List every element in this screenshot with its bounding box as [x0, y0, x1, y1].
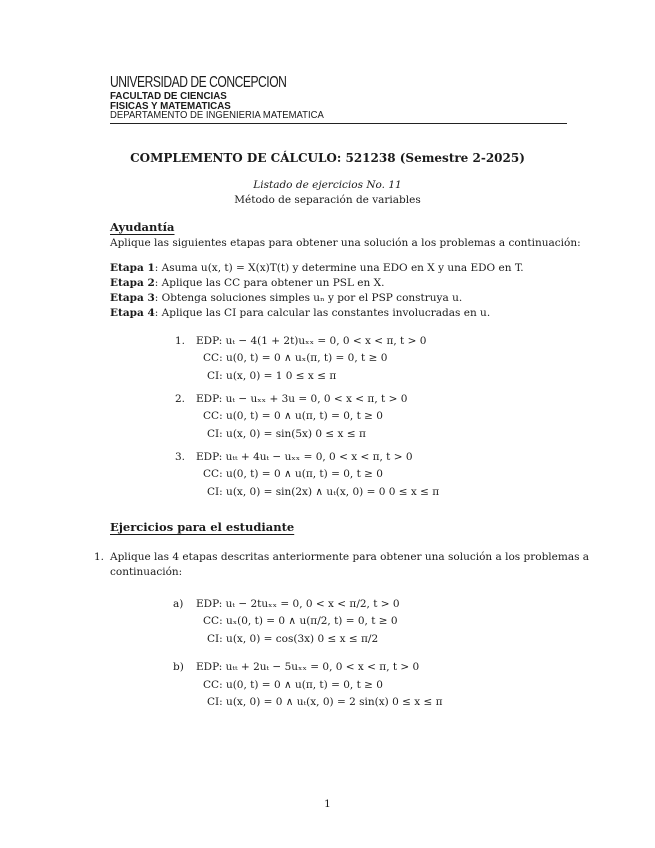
- etapa-4: [110, 307, 490, 319]
- problem-a-ci: CI: u(x, 0) = cos(3x) 0 ≤ x ≤ π/2: [207, 633, 379, 645]
- header-rule: [110, 123, 567, 124]
- department-name: DEPARTAMENTO DE INGENIERIA MATEMATICA: [110, 110, 324, 121]
- problem-b-edp: EDP: uₜₜ + 2uₜ − 5uₓₓ = 0, 0 < x < π, t > 0: [196, 661, 420, 673]
- estudiante-item-text-2: continuación:: [110, 566, 183, 578]
- problem-a-cc: CC: uₓ(0, t) = 0 ∧ u(π/2, t) = 0, t ≥ 0: [203, 615, 398, 627]
- etapa-2-text: : Aplique las CC para obtener un PSL en X.: [154, 277, 385, 289]
- etapa-1-label: Etapa 1: [110, 262, 155, 274]
- problem-1-ci: CI: u(x, 0) = 1 0 ≤ x ≤ π: [207, 370, 337, 382]
- ayudantia-heading: Ayudantía: [110, 220, 175, 234]
- problem-3-edp: EDP: uₜₜ + 4uₜ − uₓₓ = 0, 0 < x < π, t > 0: [196, 451, 413, 463]
- problem-2-number: 2.: [175, 393, 186, 405]
- etapa-1-text: : Asuma u(x, t) = X(x)T(t) y determine una EDO en X y una EDO en T.: [154, 262, 524, 274]
- problem-a-edp: EDP: uₜ − 2tuₓₓ = 0, 0 < x < π/2, t > 0: [196, 598, 400, 610]
- problem-a-label: a): [173, 598, 184, 610]
- etapa-2: [110, 277, 384, 289]
- problem-2-cc: CC: u(0, t) = 0 ∧ u(π, t) = 0, t ≥ 0: [203, 410, 383, 422]
- etapa-3: [110, 292, 462, 304]
- problem-3-ci: CI: u(x, 0) = sin(2x) ∧ uₜ(x, 0) = 0 0 ≤ x ≤ π: [207, 486, 440, 498]
- problem-b-ci: CI: u(x, 0) = 0 ∧ uₜ(x, 0) = 2 sin(x) 0 ≤ x ≤ π: [207, 696, 443, 708]
- etapa-3-label: Etapa 3: [110, 292, 155, 304]
- exercise-list-number: Listado de ejercicios No. 11: [253, 179, 402, 191]
- problem-1-cc: CC: u(0, t) = 0 ∧ uₓ(π, t) = 0, t ≥ 0: [203, 352, 388, 364]
- university-name: UNIVERSIDAD DE CONCEPCION: [110, 74, 287, 91]
- faculty-line-1: FACULTAD DE CIENCIAS: [110, 90, 227, 102]
- etapa-4-label: Etapa 4: [110, 307, 155, 319]
- etapa-2-label: Etapa 2: [110, 277, 155, 289]
- document-title: COMPLEMENTO DE CÁLCULO: 521238 (Semestre 2-2025): [130, 151, 525, 165]
- problem-b-label: b): [173, 661, 184, 673]
- ayudantia-intro: Aplique las siguientes etapas para obtener una solución a los problemas a continuación:: [110, 237, 581, 249]
- etapa-4-text: : Aplique las CI para calcular las constantes involucradas en u.: [154, 307, 491, 319]
- problem-3-cc: CC: u(0, t) = 0 ∧ u(π, t) = 0, t ≥ 0: [203, 468, 383, 480]
- problem-1-edp: EDP: uₜ − 4(1 + 2t)uₓₓ = 0, 0 < x < π, t > 0: [196, 335, 427, 347]
- estudiante-heading: Ejercicios para el estudiante: [110, 520, 295, 534]
- faculty-line-2: FISICAS Y MATEMATICAS: [110, 100, 231, 112]
- problem-1-number: 1.: [175, 335, 186, 347]
- page-number: 1: [324, 798, 331, 810]
- etapa-1: [110, 262, 524, 274]
- problem-b-cc: CC: u(0, t) = 0 ∧ u(π, t) = 0, t ≥ 0: [203, 679, 383, 691]
- estudiante-item-number: 1.: [94, 551, 105, 563]
- problem-3-number: 3.: [175, 451, 186, 463]
- estudiante-item-text-1: Aplique las 4 etapas descritas anteriormente para obtener una solución a los problemas a: [110, 551, 590, 563]
- topic-title: Método de separación de variables: [234, 194, 421, 206]
- problem-2-edp: EDP: uₜ − uₓₓ + 3u = 0, 0 < x < π, t > 0: [196, 393, 408, 405]
- etapa-3-text: : Obtenga soluciones simples uₙ y por el PSP construya u.: [154, 292, 463, 304]
- problem-2-ci: CI: u(x, 0) = sin(5x) 0 ≤ x ≤ π: [207, 428, 366, 440]
